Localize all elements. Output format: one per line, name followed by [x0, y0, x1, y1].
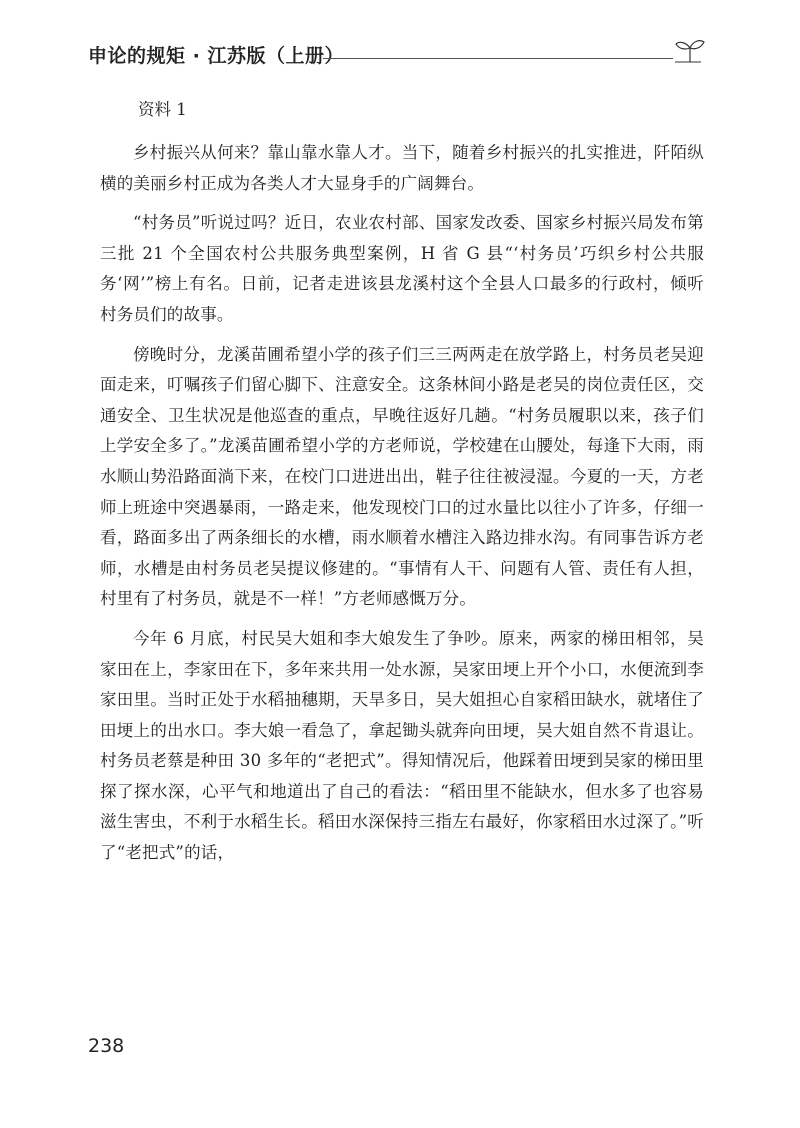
page-number: 238: [88, 1035, 125, 1057]
book-title: 申论的规矩 · 江苏版（上册）: [88, 45, 344, 67]
paragraph: “村务员”听说过吗？近日，农业农村部、国家发改委、国家乡村振兴局发布第三批 21 个全国农村公共服务典型案例，H 省 G 县“‘村务员’巧织乡村公共服务‘网’”榜上有名。日前，记者走进该县龙溪村这个全县人口最多的行政村，倾听村务员们的故事。: [100, 213, 704, 324]
sprout-icon: [671, 34, 709, 68]
article-body: [100, 96, 704, 869]
paragraph: 今年 6 月底，村民吴大姐和李大娘发生了争吵。原来，两家的梯田相邻，吴家田在上，李家田在下，多年来共用一处水源，吴家田埂上开个小口，水便流到李家田里。当时正处于水稻抽穗期，天旱多日，吴大姐担心自家稻田缺水，就堵住了田埂上的出水口。李大娘一看急了，拿起锄头就奔向田埂，吴大姐自然不肯退让。村务员老蔡是种田 30 多年的“老把式”。得知情况后，他踩着田埂到吴家的梯田里探了探水深，心平气和地道出了自己的看法：“稻田里不能缺水，但水多了也容易滋生害虫，不利于水稻生长。稻田水深保持三指左右最好，你家稻田水过深了。”听了“老把式”的话，: [100, 628, 704, 863]
section-label: 资料 1: [138, 100, 187, 119]
header-rule: [323, 58, 673, 59]
paragraph: 傍晚时分，龙溪苗圃希望小学的孩子们三三两两走在放学路上，村务员老吴迎面走来，叮嘱孩子们留心脚下、注意安全。这条林间小路是老吴的岗位责任区，交通安全、卫生状况是他巡查的重点，早晚往返好几趟。“村务员履职以来，孩子们上学安全多了。”龙溪苗圃希望小学的方老师说，学校建在山腰处，每逢下大雨，雨水顺山势沿路面淌下来，在校门口进进出出，鞋子往往被浸湿。今夏的一天，方老师上班途中突遇暴雨，一路走来，他发现校门口的过水量比以往小了许多，仔细一看，路面多出了两条细长的水槽，雨水顺着水槽注入路边排水沟。有同事告诉方老师，水槽是由村务员老吴提议修建的。“事情有人干、问题有人管、责任有人担，村里有了村务员，就是不一样！”方老师感慨万分。: [100, 344, 704, 609]
paragraph: 乡村振兴从何来？靠山靠水靠人才。当下，随着乡村振兴的扎实推进，阡陌纵横的美丽乡村正成为各类人才大显身手的广阔舞台。: [100, 143, 704, 193]
page-header: [88, 34, 716, 70]
